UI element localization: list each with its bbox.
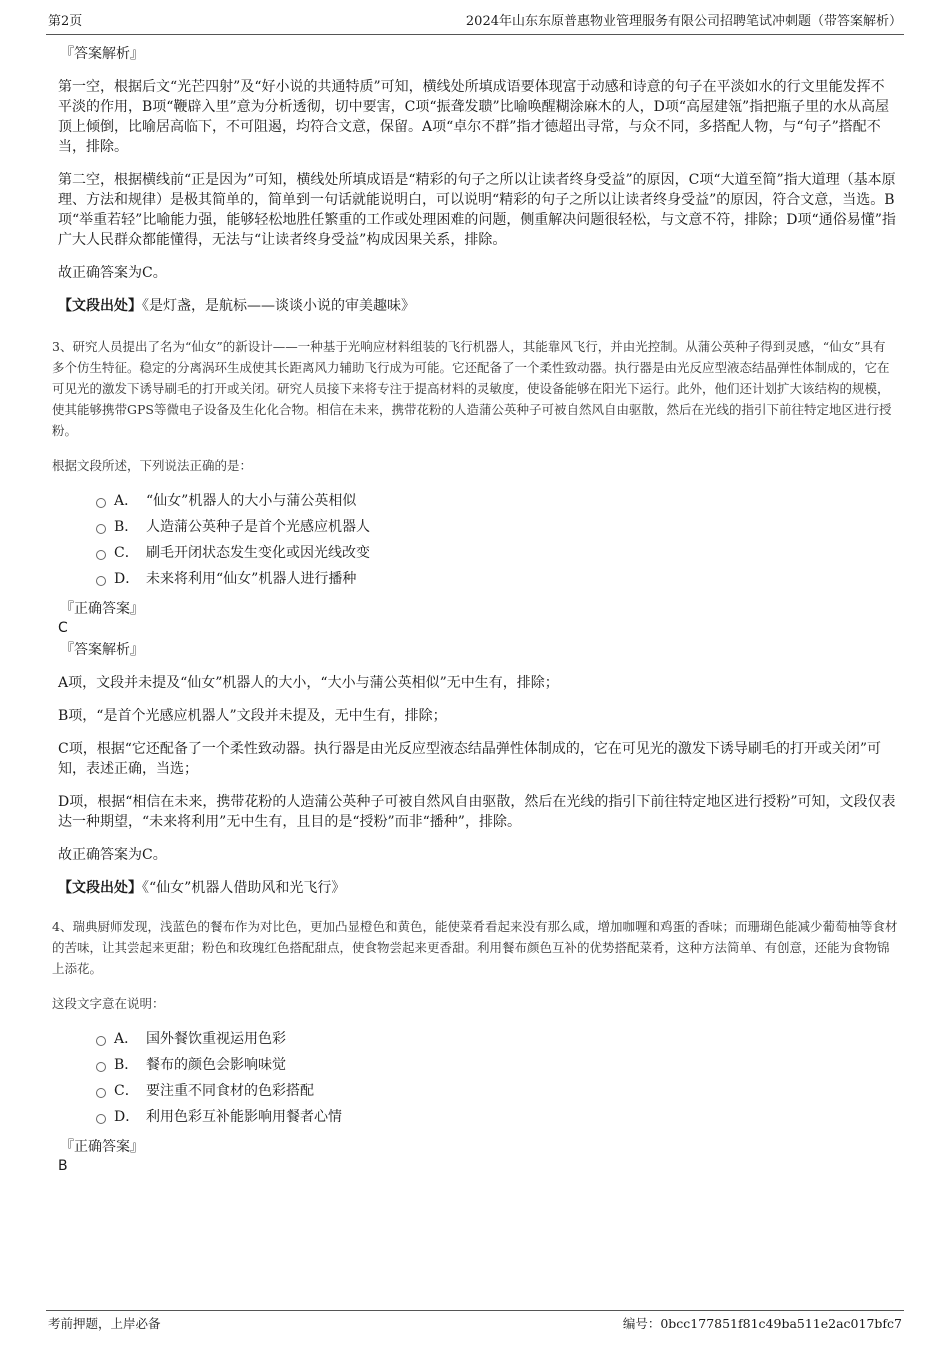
q4-option-c[interactable]: C． 要注重不同食材的色彩搭配	[56, 1079, 898, 1105]
radio-icon[interactable]	[96, 576, 106, 586]
q3-prompt: 根据文段所述，下列说法正确的是：	[52, 458, 253, 473]
q3-correct-label: 『正确答案』	[60, 601, 144, 617]
radio-icon[interactable]	[96, 550, 106, 560]
q4-option-b[interactable]: B． 餐布的颜色会影响味觉	[56, 1053, 898, 1079]
q2-source-title: 《是灯盏，是航标——谈谈小说的审美趣味》	[142, 298, 415, 314]
q3-options	[56, 489, 898, 593]
page-header	[46, 12, 904, 35]
q4-options	[56, 1027, 898, 1131]
q3-option-a[interactable]: A． “仙女”机器人的大小与蒲公英相似	[56, 489, 898, 515]
q3-source-title: 《“仙女”机器人借助风和光飞行》	[142, 880, 346, 896]
q4-prompt: 这段文字意在说明：	[52, 996, 165, 1011]
source-prefix: 【文段出处】	[58, 298, 142, 314]
q2-analysis-paragraph-2: 第二空，根据横线前“正是因为”可知，横线处所填成语是“精彩的句子之所以让读者终身受益”的原因，C项“大道至简”指大道理（基本原理、方法和规律）是极其简单的，简单到一句话就能说明白，可以说明“精彩的句子之所以让读者终身受益”的原因，符合文意，当选。B项“举重若轻”比喻能力强，能够轻松地胜任繁重的工作或处理困难的问题，侧重解决问题很轻松，与文意不符，排除；D项“通俗易懂”指广大人民群众都能懂得，无法与“让读者终身受益”构成因果关系，排除。	[58, 172, 896, 248]
q3-conclusion: 故正确答案为C。	[58, 847, 167, 863]
source-prefix: 【文段出处】	[58, 880, 142, 896]
page-footer	[46, 1310, 904, 1335]
q3-source	[58, 878, 898, 898]
document-id: 编号：0bcc177851f81c49ba511e2ac017bfc7	[622, 1316, 902, 1331]
q3-analysis-d: D项，根据“相信在未来，携带花粉的人造蒲公英种子可被自然风自由驱散，然后在光线的指引下前往特定地区进行授粉”可知，文段仅表达一种期望，“未来将利用”无中生有，且目的是“授粉”而非“播种”，排除。	[58, 794, 896, 830]
q3-analysis-a: A项，文段并未提及“仙女”机器人的大小，“大小与蒲公英相似”无中生有，排除；	[58, 675, 559, 691]
q4-question-text: 4、瑞典厨师发现，浅蓝色的餐布作为对比色，更加凸显橙色和黄色，能使菜肴看起来没有那么咸，增加咖喱和鸡蛋的香味；而珊瑚色能减少葡萄柚等食材的苦味，让其尝起来更甜；粉色和玫瑰红色搭配甜点，使食物尝起来更香甜。利用餐布颜色互补的优势搭配菜肴，这种方法简单、有创意，还能为食物锦上添花。	[52, 919, 898, 976]
q3-analysis-b: B项，“是首个光感应机器人”文段并未提及，无中生有，排除；	[58, 708, 447, 724]
q2-conclusion: 故正确答案为C。	[58, 265, 167, 281]
page-number: 第2页	[48, 14, 83, 29]
radio-icon[interactable]	[96, 524, 106, 534]
q3-question-text: 3、研究人员提出了名为“仙女”的新设计——一种基于光响应材料组装的飞行机器人，其能靠风飞行，并由光控制。从蒲公英种子得到灵感，“仙女”具有多个仿生特征。稳定的分离涡环生成使其长距离风力辅助飞行成为可能。它还配备了一个柔性致动器。执行器是由光反应型液态结晶弹性体制成的，它在可见光的激发下诱导刷毛的打开或关闭。研究人员接下来将专注于提高材料的灵敏度，使设备能够在阳光下运行。此外，他们还计划扩大该结构的规模，使其能够携带GPS等微电子设备及生化化合物。相信在未来，携带花粉的人造蒲公英种子可被自然风自由驱散，然后在光线的指引下前往特定地区进行授粉。	[52, 339, 892, 438]
q3-answer: C	[58, 620, 68, 636]
q3-analysis-label: 『答案解析』	[60, 642, 144, 658]
page-content	[52, 44, 898, 1175]
radio-icon[interactable]	[96, 1062, 106, 1072]
q4-option-d[interactable]: D． 利用色彩互补能影响用餐者心情	[56, 1105, 898, 1131]
q2-analysis-label: 『答案解析』	[60, 46, 144, 62]
q3-option-d[interactable]: D． 未来将利用“仙女”机器人进行播种	[56, 567, 898, 593]
document-title: 2024年山东东原普惠物业管理服务有限公司招聘笔试冲刺题（带答案解析）	[465, 14, 902, 29]
q4-correct-label: 『正确答案』	[60, 1139, 144, 1155]
q2-analysis-paragraph-1: 第一空，根据后文“光芒四射”及“好小说的共通特质”可知，横线处所填成语要体现富于动感和诗意的句子在平淡如水的行文里能发挥不平淡的作用，B项“鞭辟入里”意为分析透彻，切中要害，C项“振聋发聩”比喻唤醒糊涂麻木的人，D项“高屋建瓴”指把瓶子里的水从高屋顶上倾倒，比喻居高临下，不可阻遏，均符合文意，保留。A项“卓尔不群”指才德超出寻常，与众不同，多搭配人物，与“句子”搭配不当，排除。	[58, 79, 890, 155]
q3-option-b[interactable]: B． 人造蒲公英种子是首个光感应机器人	[56, 515, 898, 541]
q2-source	[58, 296, 898, 316]
q4-option-a[interactable]: A． 国外餐饮重视运用色彩	[56, 1027, 898, 1053]
radio-icon[interactable]	[96, 1036, 106, 1046]
q4-answer: B	[58, 1158, 68, 1174]
radio-icon[interactable]	[96, 498, 106, 508]
footer-slogan: 考前押题，上岸必备	[48, 1316, 161, 1331]
q3-analysis-c: C项，根据“它还配备了一个柔性致动器。执行器是由光反应型液态结晶弹性体制成的，它在可见光的激发下诱导刷毛的打开或关闭”可知，表述正确，当选；	[58, 741, 882, 777]
q3-option-c[interactable]: C． 刷毛开闭状态发生变化或因光线改变	[56, 541, 898, 567]
radio-icon[interactable]	[96, 1114, 106, 1124]
radio-icon[interactable]	[96, 1088, 106, 1098]
